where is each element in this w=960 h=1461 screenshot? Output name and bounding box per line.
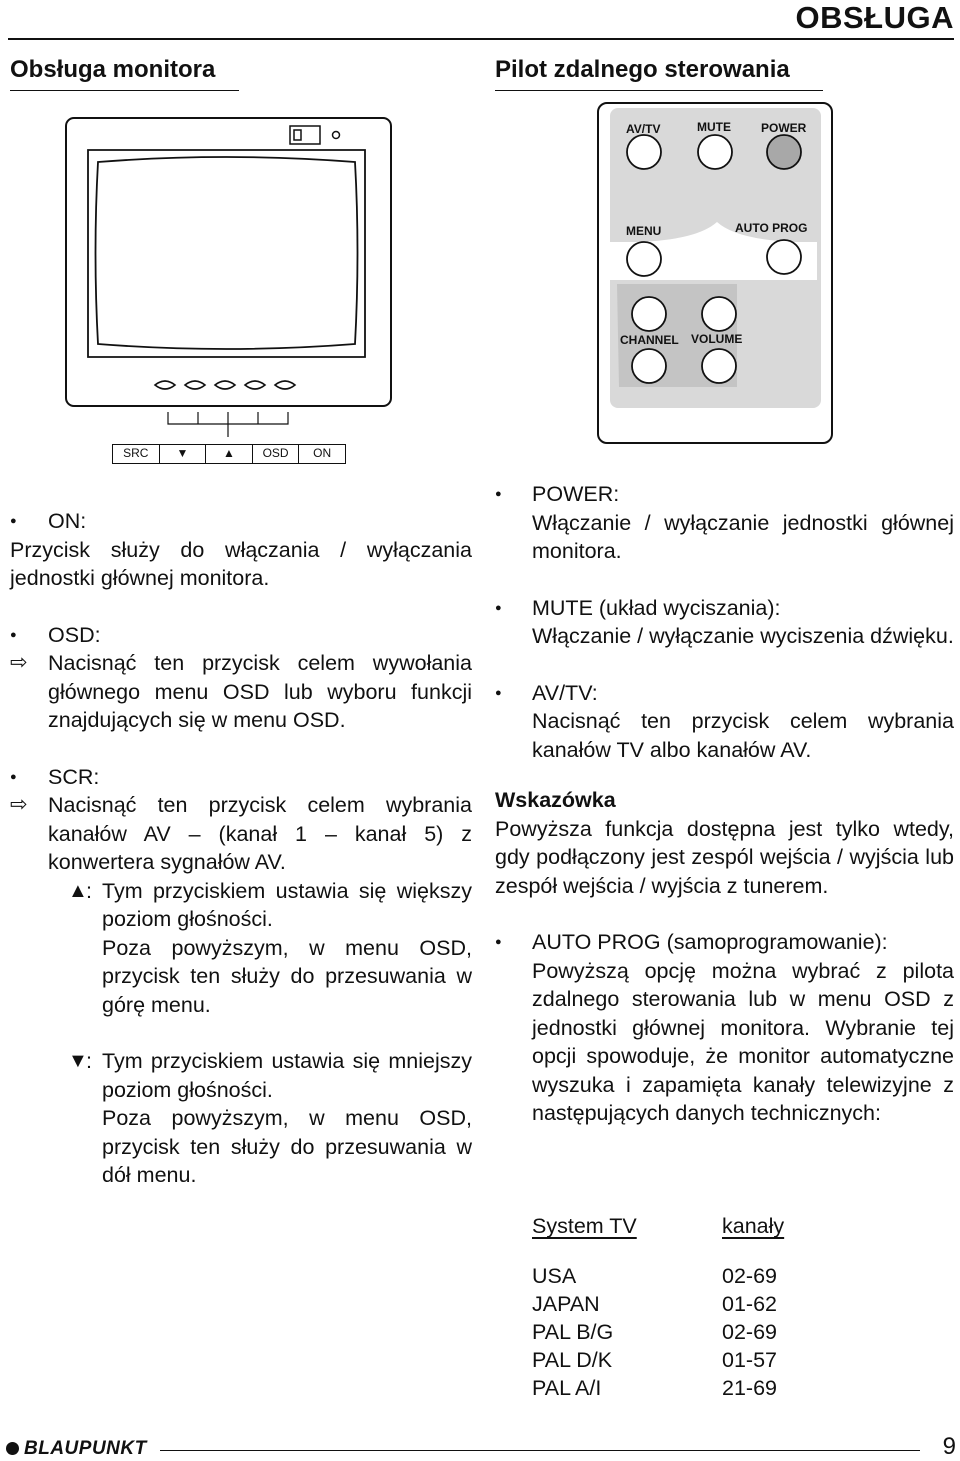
down-text-2: Poza powyższym, w menu OSD, przycisk ten służy do przesuwania w dół menu. [102, 1106, 472, 1187]
scr-desc [10, 791, 472, 877]
bullet-icon: ● [10, 770, 17, 783]
src-label: SRC [113, 445, 160, 463]
left-column [10, 507, 472, 1190]
osd-desc [10, 649, 472, 735]
channel-up-button [632, 297, 666, 331]
button-leader-lines [168, 412, 288, 437]
bullet-icon: ● [10, 515, 17, 527]
remote-shapes [597, 102, 837, 447]
autoprog-item [495, 928, 954, 1128]
power-text: Włączanie / wyłączanie jednostki głównej monitora. [532, 510, 954, 563]
avtv-text: Nacisnąć ten przycisk celem wybrania kanałów TV albo kanałów AV. [532, 709, 954, 762]
bullet-icon: ● [495, 686, 502, 699]
mute-button [698, 135, 732, 169]
power-item [495, 480, 954, 566]
menu-label: MENU [626, 224, 662, 238]
page-number: 9 [942, 1433, 956, 1460]
table-row [532, 1374, 832, 1402]
system-cell: PAL B/G [532, 1320, 614, 1344]
osd-item [10, 621, 472, 650]
power-led [333, 132, 340, 139]
volume-up-button [702, 297, 736, 331]
system-cell: PAL D/K [532, 1348, 613, 1372]
monitor-illustration [60, 112, 400, 437]
avtv-item [495, 679, 954, 765]
osd-text: Nacisnąć ten przycisk celem wywołania głównego menu OSD lub wyboru funkcji znajdujących się w menu OSD. [48, 651, 472, 732]
channels-cell: 02-69 [722, 1320, 777, 1344]
channel-label: CHANNEL [620, 333, 679, 347]
monitor-button-bar [112, 444, 346, 464]
autoprog-button [767, 240, 801, 274]
mute-text: Włączanie / wyłączanie wyciszenia dźwięku. [532, 624, 954, 648]
channels-cell: 01-62 [722, 1292, 777, 1316]
header-system: System TV [532, 1214, 637, 1238]
mute-item [495, 594, 954, 651]
screen [96, 157, 358, 349]
hint-text: Powyższa funkcja dostępna jest tylko wtedy, gdy podłączony jest zespól wejścia / wyjścia lub zespół wejścia / wyjścia z tunerem. [495, 816, 954, 898]
channel-down-button [632, 349, 666, 383]
channels-cell: 01-57 [722, 1348, 777, 1372]
down-triangle-icon: ▼ [68, 1050, 88, 1072]
up-label: ▲ [206, 445, 253, 463]
up-text-1: Tym przyciskiem ustawia się większy poziom głośności. [102, 878, 472, 931]
scr-text: Nacisnąć ten przycisk celem wybrania kanałów AV – (kanał 1 – kanał 5) z konwertera sygnałów AV. [48, 793, 472, 874]
power-heading: POWER: [532, 482, 620, 506]
autoprog-text: Powyższą opcję można wybrać z pilota zdalnego sterowania lub w menu OSD z jednostki głównej monitora. Wybranie tej opcji spowoduje, że monitor automatyczne wyszuka i zapamięta kanały telewizyjne z następujących danych technicznych: [532, 958, 954, 1125]
up-triangle-icon: ▲ [68, 879, 88, 902]
bullet-icon: ● [10, 628, 17, 641]
brand-logo [6, 1438, 147, 1460]
autoprog-heading: AUTO PROG (samoprogramowanie): [532, 930, 888, 954]
volume-down-button [702, 349, 736, 383]
power-label: POWER [761, 121, 807, 135]
channel-table [532, 1212, 832, 1402]
scr-heading: SCR: [48, 764, 100, 789]
down-label: ▼ [160, 445, 207, 463]
power-button [767, 135, 801, 169]
autoprog-label: AUTO PROG [735, 221, 808, 235]
arrow-right-icon: ⇨ [10, 793, 28, 816]
channels-cell: 21-69 [722, 1376, 777, 1400]
hint-title: Wskazówka [495, 788, 616, 812]
osd-heading: OSD: [48, 622, 101, 647]
footer-rule [160, 1450, 920, 1451]
table-row [532, 1318, 832, 1346]
system-cell: USA [532, 1264, 577, 1288]
header-channels: kanały [722, 1214, 785, 1238]
arrow-right-icon: ⇨ [10, 651, 28, 674]
section-title-remote: Pilot zdalnego sterowania [495, 56, 823, 91]
system-cell: JAPAN [532, 1292, 600, 1316]
avtv-label: AV/TV [626, 122, 661, 136]
table-header [532, 1212, 832, 1240]
down-text-1: Tym przyciskiem ustawia się mniejszy poziom głośności. [102, 1049, 472, 1102]
volume-label: VOLUME [691, 332, 743, 346]
avtv-button [627, 135, 661, 169]
channels-cell: 02-69 [722, 1264, 777, 1288]
osd-label: OSD [253, 445, 300, 463]
brand-name: BLAUPUNKT [24, 1438, 147, 1459]
up-item: ▲ : Tym przyciskiem ustawia się większy poziom głośności. Poza powyższym, w menu OSD, przycisk ten służy do przesuwania w górę menu. [10, 877, 472, 1020]
right-column [495, 480, 954, 1128]
on-label: ON [313, 446, 332, 460]
table-row [532, 1262, 832, 1290]
scr-item [10, 763, 472, 792]
section-title-monitor: Obsługa monitora [10, 56, 239, 91]
on-item [10, 507, 472, 536]
bullet-icon: ● [495, 601, 502, 614]
table-row [532, 1346, 832, 1374]
up-text-2: Poza powyższym, w menu OSD, przycisk ten służy do przesuwania w górę menu. [102, 935, 472, 1017]
mute-label: MUTE [697, 120, 731, 134]
avtv-heading: AV/TV: [532, 680, 598, 705]
menu-button [627, 242, 661, 276]
header-rule [8, 38, 954, 40]
bullet-icon: ● [495, 488, 502, 500]
system-cell: PAL A/I [532, 1376, 602, 1400]
on-heading: ON: [48, 509, 87, 533]
page-header-title: OBSŁUGA [795, 0, 954, 35]
on-text: Przycisk służy do włączania / wyłączania jednostki głównej monitora. [10, 537, 472, 590]
mute-heading: MUTE (układ wyciszania): [532, 595, 781, 620]
down-item: ▼ : Tym przyciskiem ustawia się mniejszy poziom głośności. Poza powyższym, w menu OSD, przycisk ten służy do przesuwania w dół menu. [10, 1047, 472, 1190]
logo-dot-icon [6, 1442, 19, 1455]
table-row [532, 1290, 832, 1318]
bullet-icon: ● [495, 936, 502, 948]
